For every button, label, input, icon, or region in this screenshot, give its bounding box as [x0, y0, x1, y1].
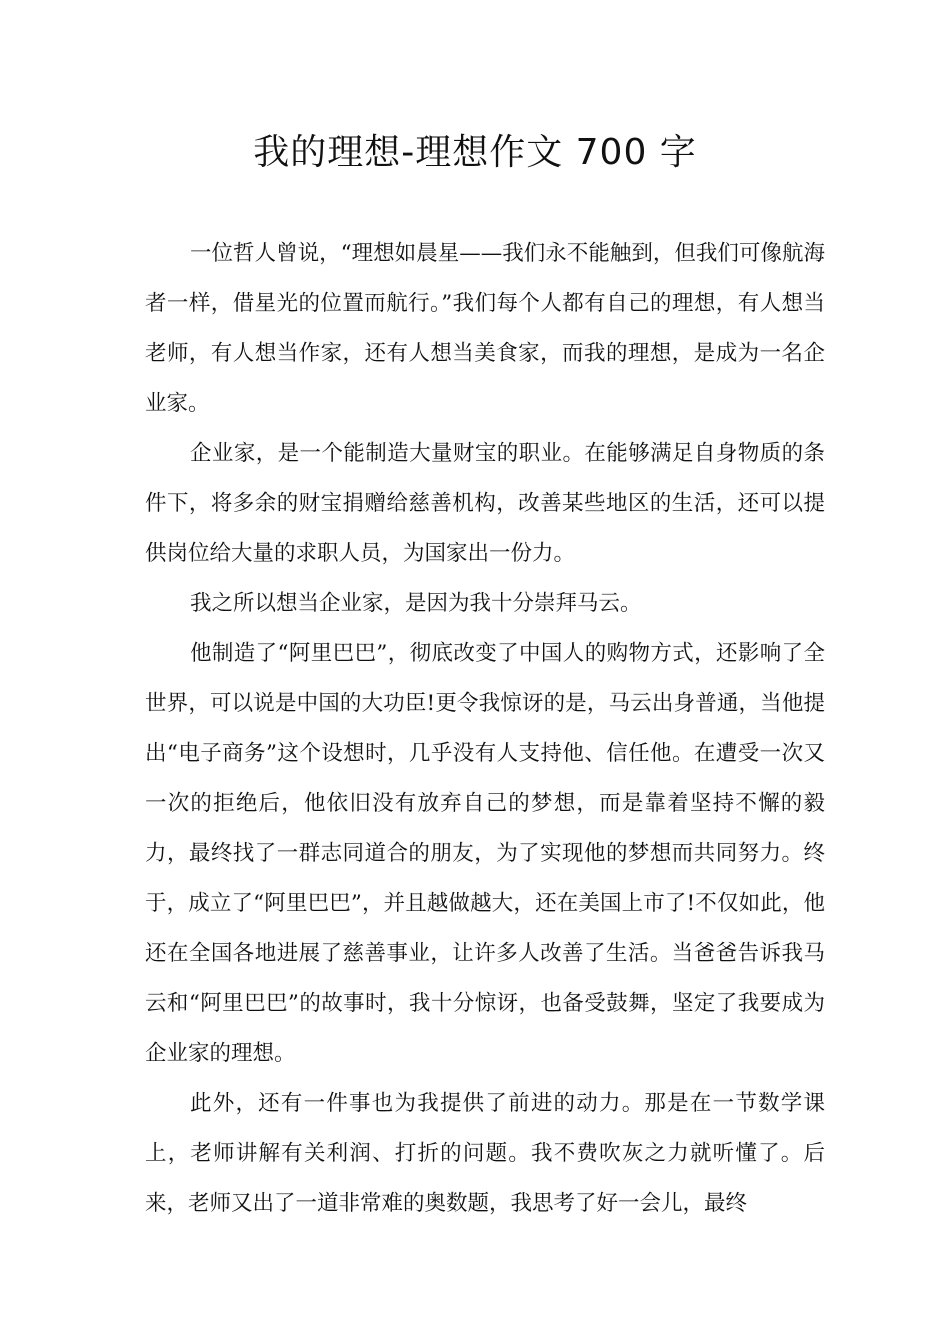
- paragraph-2: 企业家，是一个能制造大量财宝的职业。在能够满足自身物质的条件下，将多余的财宝捐赠给慈善机构，改善某些地区的生活，还可以提供岗位给大量的求职人员，为国家出一份力。: [145, 441, 825, 566]
- paragraph-5: 此外，还有一件事也为我提供了前进的动力。那是在一节数学课上，老师讲解有关利润、打折的问题。我不费吹灰之力就听懂了。后来，老师又出了一道非常难的奥数题，我思考了好一会儿，最终: [145, 1091, 825, 1216]
- document-body: [145, 229, 825, 1229]
- paragraph-1: 一位哲人曾说，“理想如晨星——我们永不能触到，但我们可像航海者一样，借星光的位置而航行。”我们每个人都有自己的理想，有人想当老师，有人想当作家，还有人想当美食家，而我的理想，是成为一名企业家。: [145, 241, 825, 416]
- paragraph-4: 他制造了“阿里巴巴”，彻底改变了中国人的购物方式，还影响了全世界，可以说是中国的大功臣!更令我惊讶的是，马云出身普通，当他提出“电子商务”这个设想时，几乎没有人支持他、信任他。在遭受一次又一次的拒绝后，他依旧没有放弃自己的梦想，而是靠着坚持不懈的毅力，最终找了一群志同道合的朋友，为了实现他的梦想而共同努力。终于，成立了“阿里巴巴”，并且越做越大，还在美国上市了!不仅如此，他还在全国各地进展了慈善事业，让许多人改善了生活。当爸爸告诉我马云和“阿里巴巴”的故事时，我十分惊讶，也备受鼓舞，坚定了我要成为企业家的理想。: [145, 641, 825, 1066]
- document-title: 我的理想-理想作文 700 字: [253, 132, 697, 173]
- paragraph-3: 我之所以想当企业家，是因为我十分崇拜马云。: [190, 591, 642, 616]
